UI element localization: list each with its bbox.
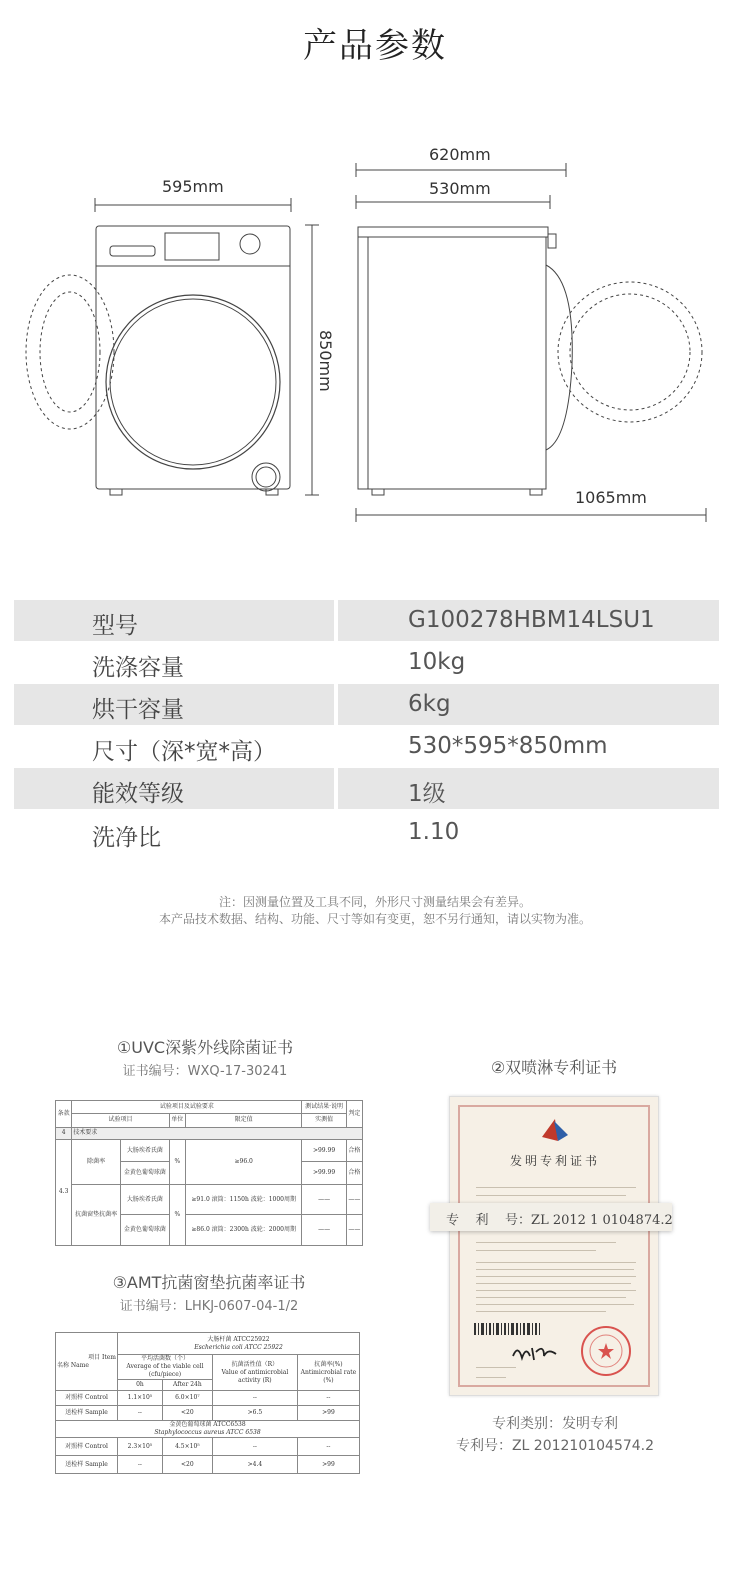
cell: 判定 [346, 1101, 362, 1128]
cell: >99.99 [302, 1162, 346, 1184]
patent-emblem-icon [538, 1115, 572, 1145]
cell: -- [212, 1438, 297, 1456]
cell: 对照样 Control [56, 1438, 118, 1456]
cell: 试验项目 [72, 1114, 169, 1127]
cell: 测试结果·说明 [302, 1101, 346, 1114]
cell [297, 1355, 359, 1391]
cell-text: 名称 Name [57, 1361, 89, 1369]
page-title: 产品参数 [303, 26, 447, 66]
cell: 送检样 Sample [56, 1406, 118, 1421]
cell: <20 [162, 1406, 212, 1421]
side-total-label: 620mm [429, 145, 491, 164]
dimension-drawing [0, 130, 750, 530]
note-line: 注：因测量位置及工具不同，外形尺寸测量结果会有差异。 [218, 895, 531, 909]
cell: 金黄色葡萄球菌 [120, 1162, 169, 1184]
cell: 限定值 [185, 1114, 301, 1127]
amt-cert-title: ③AMT抗菌窗垫抗菌率证书 [112, 1273, 306, 1292]
spec-row [14, 768, 719, 810]
cell [212, 1355, 297, 1391]
cell: 合格 [346, 1139, 362, 1161]
cell: >99.99 [302, 1139, 346, 1161]
cell-text: 抗菌活性值（R） [231, 1360, 279, 1368]
cell: -- [118, 1456, 163, 1474]
cell: 除菌率 [72, 1139, 121, 1184]
cell: —— [302, 1215, 346, 1246]
cell: 合格 [346, 1162, 362, 1184]
spec-value: 1级 [408, 781, 446, 807]
cell: >4.4 [212, 1456, 297, 1474]
cell: 1.1×10⁵ [118, 1391, 163, 1406]
spec-label: 洗净比 [92, 825, 161, 851]
cell [118, 1333, 360, 1355]
signature-icon [510, 1342, 560, 1364]
patent-number-caption: 专利号：ZL 201210104574.2 [455, 1438, 655, 1454]
spec-label: 洗涤容量 [92, 655, 184, 681]
cell-text: Escherichia coli ATCC 25922 [194, 1343, 283, 1351]
patent-number-strip: 专 利 号：ZL 2012 1 0104874.2 [430, 1203, 672, 1231]
cell: % [169, 1139, 185, 1184]
patent-heading: 发明专利证书 [509, 1154, 600, 1168]
official-seal-icon [580, 1325, 632, 1377]
cell: 大肠埃希氏菌 [120, 1139, 169, 1161]
cell: 4 [56, 1127, 72, 1139]
cell: 试验项目及试验要求 [72, 1101, 302, 1114]
cell: % [169, 1184, 185, 1245]
cell: —— [346, 1215, 362, 1246]
cell-text: 项目 Item [88, 1353, 116, 1361]
cell: 0h [118, 1380, 163, 1391]
cell: -- [297, 1391, 359, 1406]
amt-cert-number: 证书编号：LHKJ-0607-04-1/2 [119, 1299, 299, 1314]
barcode-icon [474, 1323, 544, 1335]
cell: <20 [162, 1456, 212, 1474]
spec-row [14, 812, 719, 854]
uvc-cert-title: ①UVC深紫外线除菌证书 [116, 1038, 294, 1057]
cell: 单位 [169, 1114, 185, 1127]
patent-certificate-image [449, 1096, 659, 1396]
note-line: 本产品技术数据、结构、功能、尺寸等如有变更，恕不另行通知，请以实物为准。 [158, 912, 591, 926]
cell: —— [346, 1184, 362, 1215]
cell: >99 [297, 1456, 359, 1474]
cell: -- [212, 1391, 297, 1406]
patent-cert-title: ②双喷淋专利证书 [490, 1058, 618, 1077]
spec-value: 1.10 [408, 819, 460, 845]
spec-row [14, 726, 719, 768]
cell-text: 抗菌率(%) [314, 1360, 343, 1368]
cell-text: Antimicrobial rate (%) [300, 1368, 357, 1384]
cell: ≥96.0 [185, 1139, 301, 1184]
cell: 抗菌窗垫抗菌率 [72, 1184, 121, 1245]
cell: 4.5×10⁵ [162, 1438, 212, 1456]
spec-value: 530*595*850mm [408, 733, 608, 759]
uvc-cert-table [55, 1100, 363, 1246]
spec-label: 能效等级 [92, 781, 184, 807]
side-depth-label: 530mm [429, 179, 491, 198]
spec-label: 型号 [92, 613, 138, 639]
cell-text: 金黄色葡萄球菌 ATCC6538 [169, 1421, 246, 1428]
cell [56, 1421, 360, 1438]
cell: 送检样 Sample [56, 1456, 118, 1474]
spec-value: 6kg [408, 691, 451, 717]
cell: —— [302, 1184, 346, 1215]
cell: 实测值 [302, 1114, 346, 1127]
cell [56, 1333, 118, 1391]
cell-text: 大肠杆菌 ATCC25922 [207, 1335, 270, 1343]
cell: After 24h [162, 1380, 212, 1391]
cell: 技术要求 [72, 1127, 363, 1139]
cell: 6.0×10⁷ [162, 1391, 212, 1406]
spec-label: 烘干容量 [92, 697, 184, 723]
height-label: 850mm [316, 330, 335, 392]
cell-text: Average of the viable cell (cfu/piece) [126, 1363, 204, 1378]
amt-cert-table [55, 1332, 360, 1474]
spec-label: 尺寸（深*宽*高） [92, 739, 276, 765]
cell-text: Staphylococcus aureus ATCC 6538 [154, 1429, 261, 1436]
cell: 大肠埃希氏菌 [120, 1184, 169, 1215]
patent-type-caption: 专利类别：发明专利 [492, 1416, 618, 1432]
spec-row [14, 684, 719, 726]
cell: 2.3×10⁵ [118, 1438, 163, 1456]
door-open-depth-label: 1065mm [575, 488, 647, 507]
uvc-cert-number: 证书编号：WXQ-17-30241 [122, 1064, 288, 1079]
cell: ≥91.0 滚筒：1150h 波轮：1000周期 [185, 1184, 301, 1215]
cell: 对照样 Control [56, 1391, 118, 1406]
cell: 条款 [56, 1101, 72, 1128]
cell: 4.3 [56, 1139, 72, 1245]
cell-text: 平均活菌数（个） [140, 1355, 189, 1362]
cell [118, 1355, 213, 1380]
cell: -- [297, 1438, 359, 1456]
front-width-label: 595mm [162, 177, 224, 196]
spec-value: 10kg [408, 649, 466, 675]
cell: 金黄色葡萄球菌 [120, 1215, 169, 1246]
cell: ≥86.0 滚筒：2300h 波轮：2000周期 [185, 1215, 301, 1246]
spec-row [14, 600, 719, 642]
cell: >6.5 [212, 1406, 297, 1421]
cell: -- [118, 1406, 163, 1421]
cell: >99 [297, 1406, 359, 1421]
spec-row [14, 642, 719, 684]
spec-value: G100278HBM14LSU1 [408, 607, 655, 633]
cell-text: Value of antimicrobial activity (R) [221, 1368, 289, 1384]
